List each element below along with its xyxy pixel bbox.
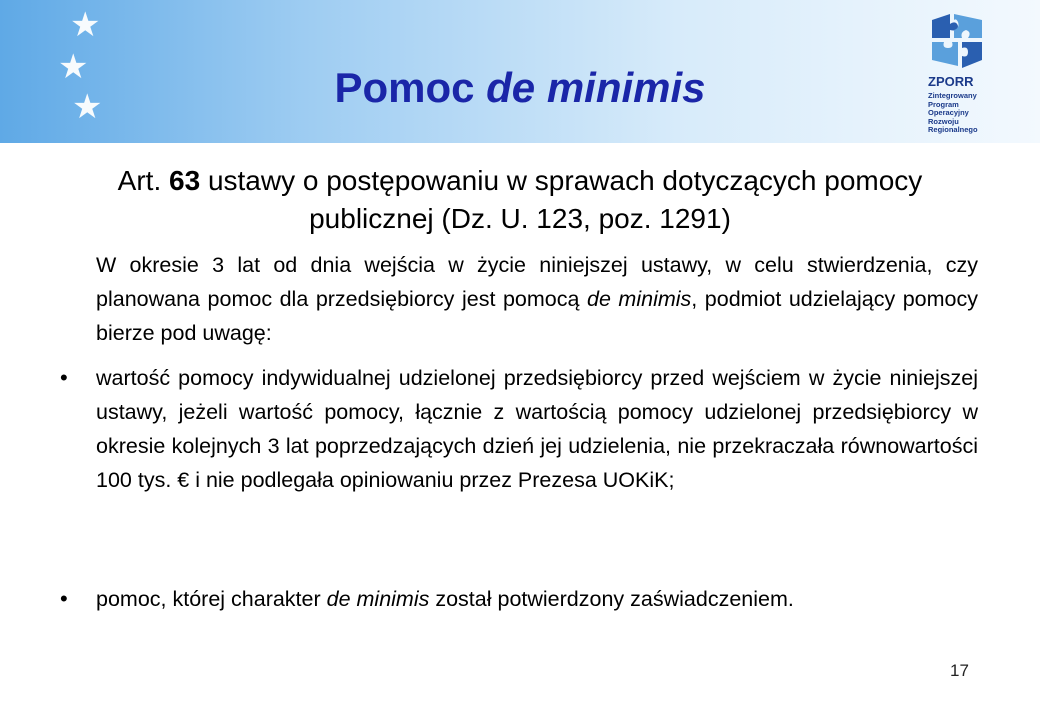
heading-article-number: 63 bbox=[169, 165, 201, 196]
bullet-icon: • bbox=[60, 586, 68, 611]
zporr-logo bbox=[928, 10, 998, 138]
slide-header-band bbox=[0, 0, 1040, 143]
star-icon: ★ bbox=[72, 88, 103, 126]
logo-name: ZPORR bbox=[928, 74, 974, 89]
logo-line: Operacyjny bbox=[928, 108, 969, 117]
article-heading bbox=[80, 162, 960, 238]
bullet-item-1 bbox=[60, 361, 978, 571]
bullet-text bbox=[96, 582, 978, 616]
puzzle-logo-icon bbox=[928, 10, 986, 72]
slide-title-italic: de minimis bbox=[486, 64, 706, 111]
logo-line: Zintegrowany bbox=[928, 91, 977, 100]
bullet-text-italic: de minimis bbox=[326, 587, 430, 611]
star-icon: ★ bbox=[70, 6, 101, 44]
star-icon: ★ bbox=[58, 48, 89, 86]
paragraph-italic: de minimis bbox=[586, 287, 692, 311]
heading-rest: ustawy o postępowaniu w sprawach dotyczących pomocy publicznej (Dz. U. 123, poz. 1291) bbox=[200, 165, 923, 234]
slide-title-prefix: Pomoc bbox=[334, 64, 487, 111]
bullet-text: wartość pomocy indywidualnej udzielonej przedsiębiorcy przed wejściem w życie niniejszej ustawy, jeżeli wartość pomocy, łącznie z wartością pomocy udzielonej przedsiębiorcy w okresie kolejnych 3 lat poprzedzających dzień jej udzielenia, nie przekraczała równowartości 100 tys. € i nie podlegała opiniowaniu przez Prezesa UOKiK; bbox=[96, 366, 978, 492]
heading-prefix: Art. bbox=[117, 165, 170, 196]
slide-title bbox=[0, 64, 1040, 112]
bullet-text-before: pomoc, której charakter bbox=[96, 587, 327, 611]
logo-line: Rozwoju bbox=[928, 116, 959, 126]
bullet-text-after: został potwierdzony zaświadczeniem. bbox=[429, 587, 794, 611]
logo-line: Regionalnego bbox=[928, 125, 978, 134]
logo-subtitle bbox=[928, 92, 978, 135]
bullet-item-2 bbox=[60, 582, 978, 652]
paragraph-part2: , podmiot udzielający pomocy bierze pod uwagę: bbox=[96, 287, 979, 345]
logo-line: Program bbox=[928, 99, 959, 109]
intro-paragraph bbox=[96, 248, 978, 350]
page-number: 17 bbox=[950, 661, 969, 680]
bullet-icon: • bbox=[60, 365, 68, 390]
paragraph-part1: W okresie 3 lat od dnia wejścia w życie niniejszej ustawy, w celu stwierdzenia, czy planowana pomoc dla przedsiębiorcy jest pomocą bbox=[96, 253, 978, 311]
